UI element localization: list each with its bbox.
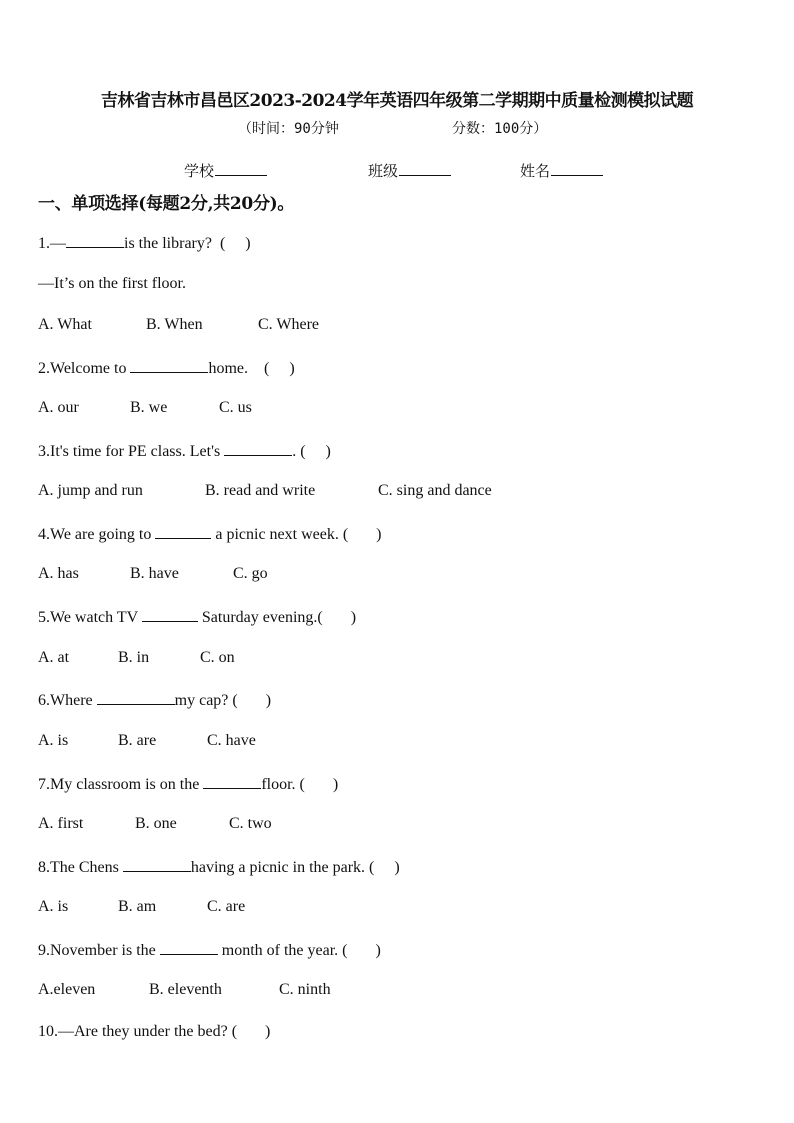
answer-blank[interactable] (142, 607, 198, 622)
option-b[interactable]: B. am (118, 898, 157, 915)
question-text: 1.— (38, 235, 66, 252)
answer-blank[interactable] (123, 857, 191, 872)
question-4 (38, 524, 382, 544)
name-label: 姓名 (520, 162, 551, 180)
class-blank[interactable] (399, 161, 451, 176)
option-b[interactable]: B. one (135, 815, 177, 832)
answer-blank[interactable] (66, 233, 124, 248)
option-b[interactable]: B. eleventh (149, 981, 222, 998)
option-c[interactable]: C. are (207, 898, 246, 915)
question-text: Saturday evening.( ) (197, 609, 357, 626)
question-1 (38, 233, 251, 253)
section-heading: 一、单项选择(每题2分,共20分)。 (38, 194, 295, 214)
question-1-reply: —It’s on the first floor. (38, 275, 186, 292)
question-text: is the library? ( ) (124, 235, 251, 252)
question-text: 8.The Chens (38, 859, 123, 876)
answer-blank[interactable] (155, 524, 211, 539)
question-10: 10.—Are they under the bed? ( ) (38, 1023, 271, 1040)
answer-blank[interactable] (130, 358, 208, 373)
question-2 (38, 358, 295, 378)
question-text: 9.November is the (38, 942, 160, 959)
school-label: 学校 (184, 162, 215, 180)
question-text: having a picnic in the park. ( ) (190, 859, 400, 876)
answer-blank[interactable] (224, 441, 292, 456)
option-a[interactable]: A. has (38, 565, 79, 582)
question-6 (38, 690, 271, 710)
name-field[interactable] (520, 160, 603, 181)
answer-blank[interactable] (203, 774, 261, 789)
option-c[interactable]: C. us (219, 399, 252, 416)
answer-blank[interactable] (97, 690, 175, 705)
exam-time: （时间：90分钟 (238, 121, 339, 137)
option-a[interactable]: A. at (38, 649, 70, 666)
option-b[interactable]: B. in (118, 649, 150, 666)
question-text: 7.My classroom is on the (38, 776, 204, 793)
question-text: my cap? ( ) (174, 692, 272, 709)
question-9 (38, 940, 381, 960)
option-a[interactable]: A. is (38, 732, 69, 749)
option-a[interactable]: A. first (38, 815, 84, 832)
question-text: month of the year. ( ) (217, 942, 381, 959)
option-b[interactable]: B. have (130, 565, 179, 582)
school-blank[interactable] (215, 161, 267, 176)
option-a[interactable]: A. jump and run (38, 482, 143, 499)
option-a[interactable]: A. our (38, 399, 79, 416)
option-b[interactable]: B. are (118, 732, 157, 749)
question-3 (38, 441, 331, 461)
option-c[interactable]: C. on (200, 649, 235, 666)
option-a[interactable]: A. What (38, 316, 92, 333)
class-label: 班级 (368, 162, 399, 180)
option-b[interactable]: B. read and write (205, 482, 316, 499)
option-c[interactable]: C. ninth (279, 981, 331, 998)
question-text: home. ( ) (208, 360, 295, 377)
option-c[interactable]: C. go (233, 565, 268, 582)
exam-title: 吉林省吉林市昌邑区2023-2024学年英语四年级第二学期期中质量检测模拟试题 (100, 91, 694, 111)
class-field[interactable] (368, 160, 451, 181)
option-c[interactable]: C. sing and dance (378, 482, 492, 499)
option-a[interactable]: A.eleven (38, 981, 96, 998)
school-field[interactable] (184, 160, 267, 181)
question-7 (38, 774, 338, 794)
option-c[interactable]: C. have (207, 732, 256, 749)
question-text: a picnic next week. ( ) (211, 526, 382, 543)
question-8 (38, 857, 400, 877)
question-text: 3.It's time for PE class. Let's (38, 443, 225, 460)
question-text: 2.Welcome to (38, 360, 131, 377)
exam-score: 分数：100分） (452, 121, 548, 137)
option-c[interactable]: C. Where (258, 316, 320, 333)
question-5 (38, 607, 356, 627)
option-c[interactable]: C. two (229, 815, 272, 832)
name-blank[interactable] (551, 161, 603, 176)
option-b[interactable]: B. When (146, 316, 203, 333)
option-a[interactable]: A. is (38, 898, 69, 915)
question-text: 6.Where (38, 692, 97, 709)
question-text: . ( ) (292, 443, 331, 460)
option-b[interactable]: B. we (130, 399, 168, 416)
question-text: 5.We watch TV (38, 609, 142, 626)
question-text: floor. ( ) (261, 776, 339, 793)
answer-blank[interactable] (160, 940, 218, 955)
question-text: 4.We are going to (38, 526, 156, 543)
